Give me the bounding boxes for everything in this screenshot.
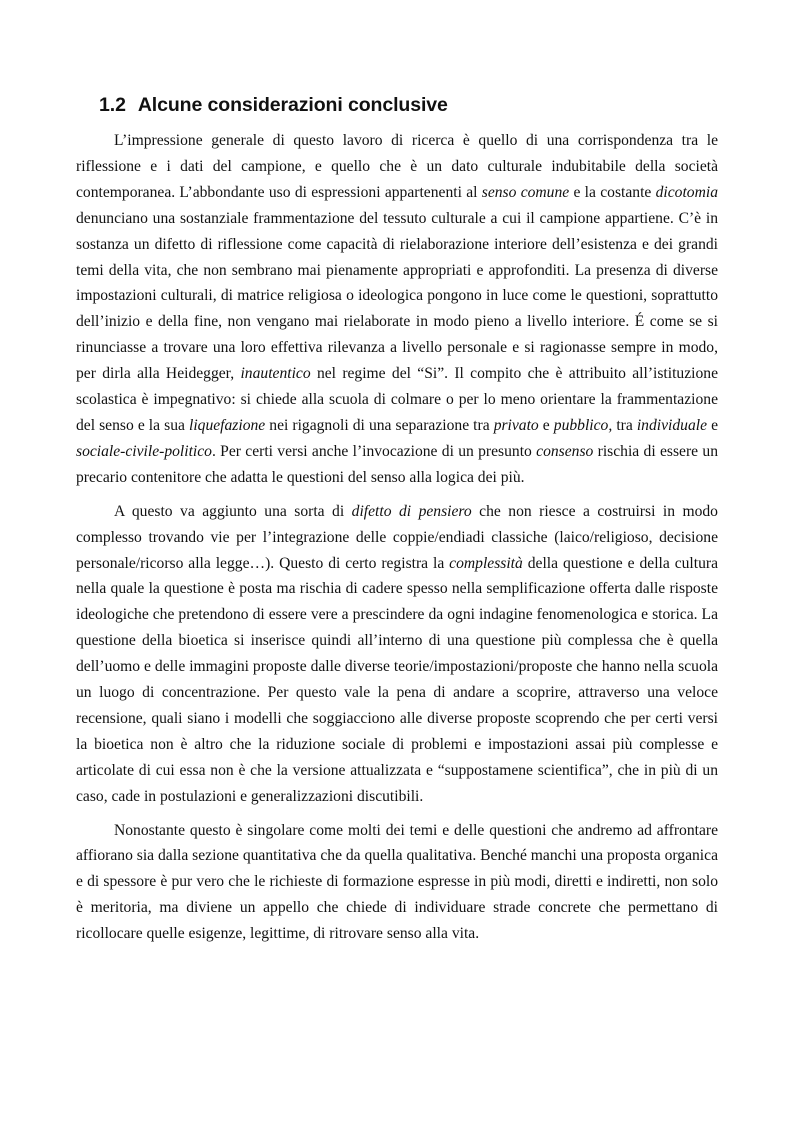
text-run: della questione e della cultura nella quale la questione è posta ma rischia di cadere spesso nella semplificazione offerta dalle risposte ideologiche che pretendono di essere vere a prescindere da ogni indagine fenomenologica e storica. La questione della bioetica si inserisce quindi all’interno di una questione più complessa che è quella dell’uomo e delle immagini proposte dalle diverse teorie/impostazioni/proposte che hanno nella scuola un luogo di concentrazione. Per questo vale la pena di andare a scoprire, attraverso una veloce recensione, quali siano i modelli che soggiacciono alle diverse proposte scoprendo che per certi versi la bioetica non è altro che la riduzione sociale di problemi e impostazioni assai più complesse e articolate di cui essa non è che la versione attualizzata e “suppostamene scientifica”, che in più di un caso, cade in postulazioni e generalizzazioni discutibili. <box>76 554 718 805</box>
paragraph-1 <box>76 128 718 491</box>
paragraph-3 <box>76 818 718 948</box>
text-run: e <box>707 416 718 434</box>
italic-run: consenso <box>536 442 594 460</box>
body-text <box>76 128 718 947</box>
section-number: 1.2 <box>99 94 126 116</box>
italic-run: difetto di pensiero <box>351 502 472 520</box>
text-run: A questo va aggiunto una sorta di <box>114 502 352 520</box>
italic-run: individuale <box>636 416 708 434</box>
text-run: e la costante <box>569 183 656 201</box>
italic-run: pubblico, <box>553 416 613 434</box>
text-run: tra <box>612 416 637 434</box>
text-run: L’impressione generale di questo lavoro di ricerca è quello di una corrispondenza tra le riflessione e i dati del campione, e quello che è un dato culturale indubitabile della società contemporanea. L’abbondante uso di espressioni appartenenti al <box>76 132 718 201</box>
italic-run: liquefazione <box>188 416 266 434</box>
italic-run: sociale-civile-politico <box>76 442 212 460</box>
italic-run: senso comune <box>481 183 570 201</box>
text-run: denunciano una sostanziale frammentazione del tessuto culturale a cui il campione appartiene. C’è in sostanza un difetto di riflessione come capacità di rielaborazione interiore dell’esistenza e dei grandi temi della vita, che non sembrano mai pienamente appropriati e approfonditi. La presenza di diverse impostazioni culturali, di matrice religiosa o ideologica pongono in luce come le questioni, soprattutto dell’inizio e della fine, non vengano mai rielaborate in modo pieno a livello interiore. É come se si rinunciasse a trovare una loro effettiva rilevanza a livello personale e si ragionasse sempre in modo, per dirla alla Heidegger, <box>76 209 718 383</box>
section-title: Alcune considerazioni conclusive <box>137 94 448 116</box>
italic-run: privato <box>493 416 539 434</box>
text-run: nei rigagnoli di una separazione tra <box>265 416 494 434</box>
text-run: nel regime del “Si”. Il compito che è attribuito all’istituzione scolastica è impegnativo: si chiede alla scuola di colmare o per lo meno orientare la frammentazione del senso e la sua <box>76 365 718 434</box>
italic-run: complessità <box>449 554 523 572</box>
section-heading <box>99 92 718 118</box>
italic-run: inautentico <box>240 365 311 383</box>
text-run: rischia di essere un precario contenitore che adatta le questioni del senso alla logica dei più. <box>76 442 718 486</box>
text-run: . Per certi versi anche l’invocazione di un presunto <box>211 442 537 460</box>
italic-run: dicotomia <box>655 183 718 201</box>
document-page <box>76 92 718 955</box>
text-run: Nonostante questo è singolare come molti dei temi e delle questioni che andremo ad affrontare affiorano sia dalla sezione quantitativa che da quella qualitativa. Benché manchi una proposta organica e di spessore è pur vero che le richieste di formazione espresse in più modi, diretti e indiretti, non solo è meritoria, ma diviene un appello che chiede di individuare strade concrete che permettano di ricollocare quelle esigenze, legittime, di ritrovare senso alla vita. <box>76 821 718 943</box>
text-run: che non riesce a costruirsi in modo complesso trovando vie per l’integrazione delle coppie/endiadi classiche (laico/religioso, decisione personale/ricorso alla legge…). Questo di certo registra la <box>76 502 718 572</box>
paragraph-2 <box>76 499 718 810</box>
text-run: e <box>538 416 554 434</box>
